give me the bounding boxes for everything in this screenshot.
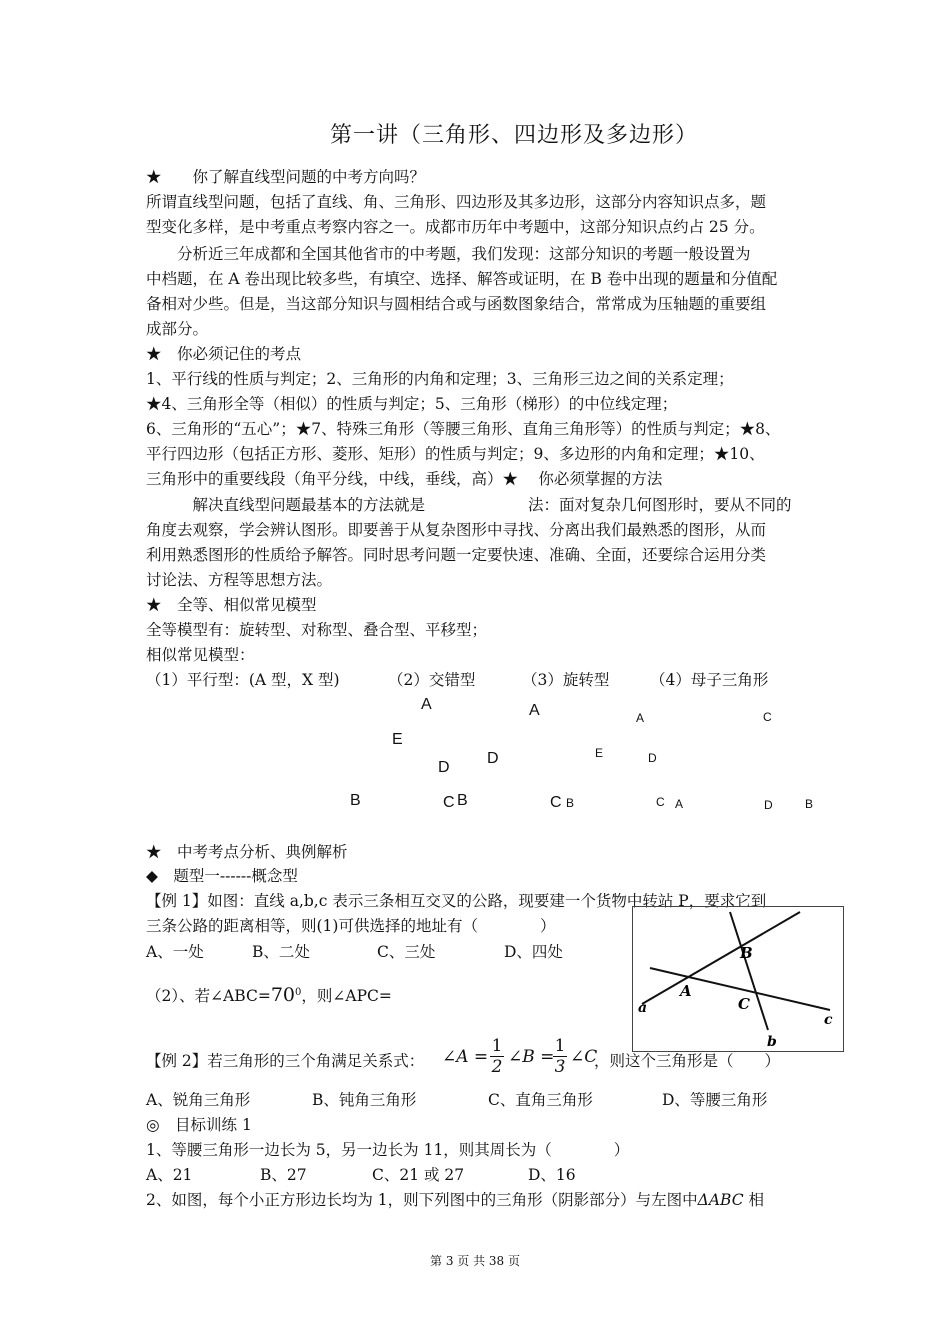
text-line: 全等模型有：旋转型、对称型、叠合型、平移型； — [146, 621, 488, 639]
model-label: B — [805, 797, 814, 811]
model-label: D — [438, 759, 450, 776]
question-type-heading: ◆ 题型一------概念型 — [146, 867, 298, 885]
option-c: C、三处 — [377, 943, 436, 961]
example-2-text: 【例 2】若三角形的三个角满足关系式： — [146, 1052, 425, 1070]
model-caption-parallel: （1）平行型：(A 型，X 型) — [146, 671, 340, 689]
label-A: A — [680, 982, 692, 1000]
model-label: D — [648, 751, 657, 765]
fraction-half — [490, 1036, 504, 1077]
page-footer: 第 3 页 共 38 页 — [430, 1254, 520, 1268]
page-title: 第一讲（三角形、四边形及多边形） — [330, 123, 699, 148]
option-d: D、等腰三角形 — [662, 1091, 768, 1109]
road-a-line — [642, 912, 800, 1004]
model-caption-mother-child: （4）母子三角形 — [650, 671, 769, 689]
example-1-text: 【例 1】如图：直线 a,b,c 表示三条相互交叉的公路，现要建一个货物中转站 P，要求它到 — [146, 892, 767, 910]
training-question-1: 1、等腰三角形一边长为 5，另一边长为 11，则其周长为（ ） — [146, 1141, 630, 1159]
training-heading: ◎ 目标训练 1 — [146, 1116, 252, 1134]
model-label: A — [636, 711, 645, 725]
model-label: C — [550, 794, 562, 811]
question-text-end: 相 — [743, 1191, 765, 1209]
question-text: 2、如图，每个小正方形边长均为 1，则下列图中的三角形（阴影部分）与左图中 — [146, 1191, 698, 1209]
option-a: A、21 — [146, 1166, 193, 1184]
model-label: E — [392, 731, 403, 748]
numerator: 1 — [491, 1036, 503, 1056]
text-line: 法：面对复杂几何图形时，要从不同的 — [528, 496, 792, 514]
angle-value: 70 — [270, 984, 296, 1007]
degree-mark: 0 — [295, 987, 302, 998]
label-C: C — [738, 995, 750, 1013]
text-line: 备相对少些。但是，当这部分知识与圆相结合或与函数图象结合，常常成为压轴题的重要组 — [146, 295, 767, 313]
model-label: A — [421, 696, 432, 713]
model-caption-cross: （2）交错型 — [388, 671, 476, 689]
example-1-text: 三条公路的距离相等，则(1)可供选择的地址有（ ） — [146, 917, 556, 935]
model-label: E — [595, 746, 604, 760]
model-label: D — [487, 750, 499, 767]
equation-angle-b: ∠B = — [508, 1047, 555, 1067]
text-line: ★4、三角形全等（相似）的性质与判定；5、三角形（梯形）的中位线定理； — [146, 395, 678, 413]
option-b: B、钝角三角形 — [312, 1091, 417, 1109]
section-heading-direction: ★ 你了解直线型问题的中考方向吗？ — [146, 168, 426, 186]
training-question-2 — [146, 1188, 764, 1213]
denominator: 2 — [491, 1057, 503, 1077]
model-label: A — [529, 702, 540, 719]
text-line: 中档题，在 A 卷出现比较多些，有填空、选择、解答或证明，在 B 卷中出现的题量和分值配 — [146, 270, 778, 288]
text-line: 三角形中的重要线段（角平分线，中线，垂线，高）★ 你必须掌握的方法 — [146, 470, 663, 488]
option-b: B、二处 — [252, 943, 310, 961]
option-a: A、锐角三角形 — [146, 1091, 251, 1109]
text-line: 所谓直线型问题，包括了直线、角、三角形、四边形及其多边形，这部分内容知识点多，题 — [146, 193, 767, 211]
q2-prefix: （2）、若∠ABC= — [146, 987, 271, 1006]
text-line: 角度去观察，学会辨认图形。即要善于从复杂图形中寻找、分离出我们最熟悉的图形，从而 — [146, 521, 767, 539]
text-line: 分析近三年成都和全国其他省市的中考题，我们发现：这部分知识的考题一般设置为 — [146, 245, 751, 263]
denominator: 3 — [554, 1057, 566, 1077]
roads-figure — [632, 906, 844, 1052]
section-heading-analysis: ★ 中考考点分析、典例解析 — [146, 843, 348, 861]
label-c: c — [824, 1012, 833, 1028]
option-b: B、27 — [260, 1166, 307, 1184]
text-line: 解决直线型问题最基本的方法就是 — [146, 496, 426, 514]
model-label: D — [764, 798, 773, 812]
text-line: 型变化多样，是中考重点考察内容之一。成都市历年中考题中，这部分知识点约占 25 分。 — [146, 218, 765, 236]
text-line: 成部分。 — [146, 320, 209, 338]
option-c: C、21 或 27 — [372, 1166, 465, 1184]
text-line: 讨论法、方程等思想方法。 — [146, 571, 333, 589]
example-1-q2 — [146, 980, 392, 1009]
text-line: 利用熟悉图形的性质给予解答。同时思考问题一定要快速、准确、全面，还要综合运用分类 — [146, 546, 767, 564]
triangle-abc: ΔABC — [697, 1191, 744, 1209]
label-b: b — [767, 1034, 777, 1050]
text-line: 相似常见模型： — [146, 646, 255, 664]
option-d: D、四处 — [504, 943, 563, 961]
label-B: B — [740, 944, 753, 962]
option-a: A、一处 — [146, 943, 204, 961]
model-label: B — [350, 792, 361, 809]
model-label: A — [675, 797, 684, 811]
label-a: a — [638, 1000, 648, 1016]
q2-suffix: ，则∠APC= — [301, 987, 392, 1006]
equation-angle-a: ∠A = — [442, 1047, 489, 1067]
example-2-text: ，则这个三角形是（ ） — [594, 1052, 781, 1070]
text-line: 6、三角形的“五心”；★7、特殊三角形（等腰三角形、直角三角形等）的性质与判定；★8、 — [146, 420, 781, 438]
section-heading-keypoints: ★ 你必须记住的考点 — [146, 345, 302, 363]
option-d: D、16 — [528, 1166, 576, 1184]
model-label: C — [656, 795, 665, 809]
model-label: B — [457, 792, 468, 809]
model-label: B — [566, 796, 575, 810]
figure-border — [633, 907, 844, 1052]
model-label: C — [763, 710, 772, 724]
model-caption-rotation: （3）旋转型 — [522, 671, 610, 689]
option-c: C、直角三角形 — [488, 1091, 593, 1109]
text-line: 1、平行线的性质与判定；2、三角形的内角和定理；3、三角形三边之间的关系定理； — [146, 370, 734, 388]
fraction-third — [553, 1036, 567, 1077]
section-heading-models: ★ 全等、相似常见模型 — [146, 596, 317, 614]
text-line: 平行四边形（包括正方形、菱形、矩形）的性质与判定；9、多边形的内角和定理；★10、 — [146, 445, 765, 463]
numerator: 1 — [554, 1036, 566, 1056]
equation-angle-c: ∠C — [570, 1047, 598, 1067]
model-label: C — [443, 794, 455, 811]
